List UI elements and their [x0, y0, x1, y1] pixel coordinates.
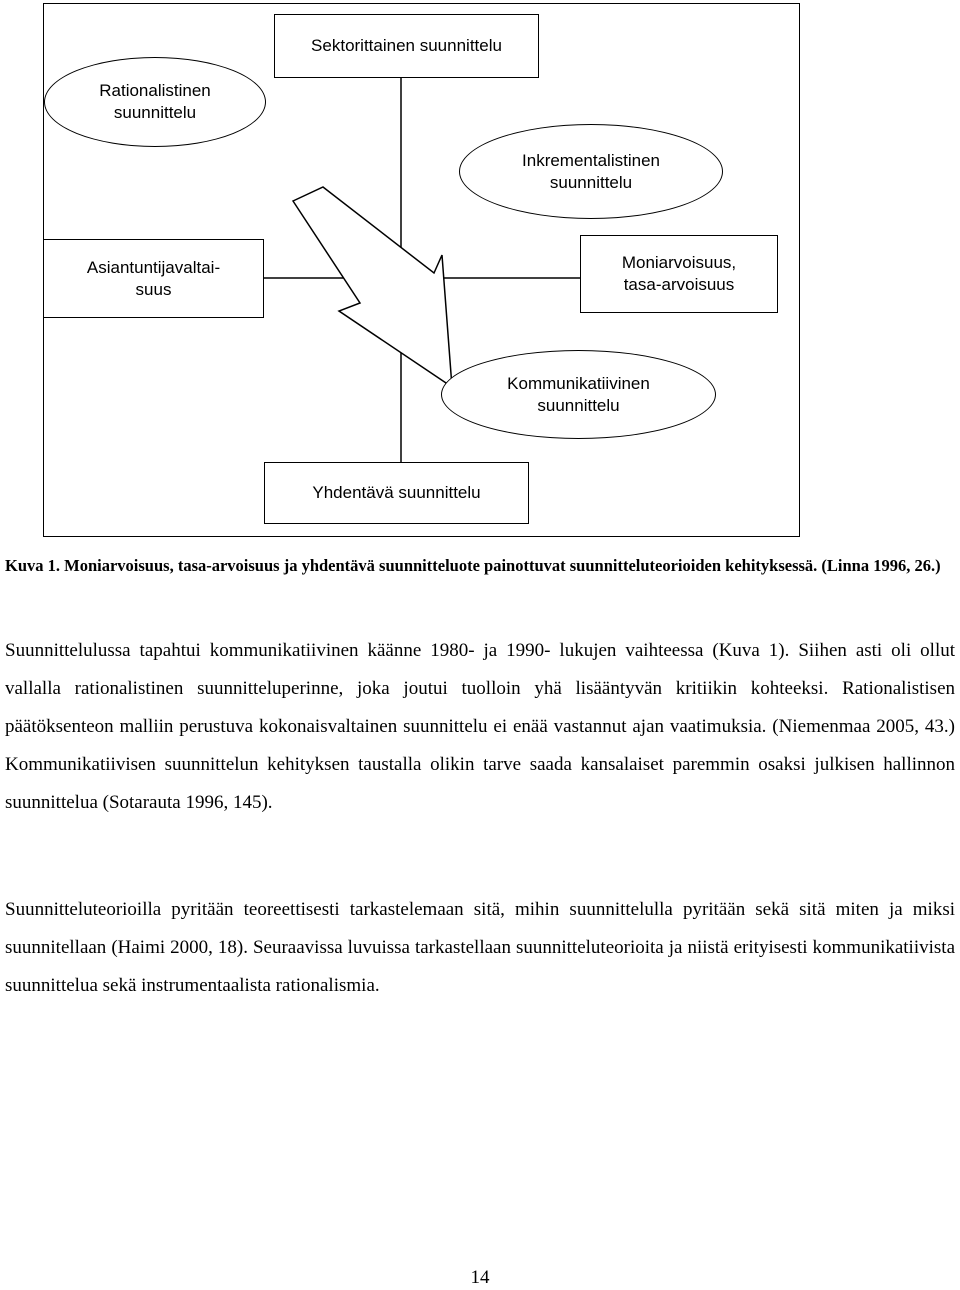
development-arrow-icon	[293, 187, 452, 387]
node-sektorittainen: Sektorittainen suunnittelu	[274, 14, 539, 78]
body-paragraph-2: Suunnitteluteorioilla pyritään teoreettisesti tarkastelemaan sitä, mihin suunnittelulla pyritään sekä sitä miten ja miksi suunnitellaan (Haimi 2000, 18). Seuraavissa luvuissa tarkastellaan suunnitteluteorioita ja niistä erityisesti kommunikatiivista suunnittelua sekä instrumentaalista rationalismia.	[5, 899, 955, 996]
page-number: 14	[470, 1267, 490, 1288]
node-yhdentava: Yhdentävä suunnittelu	[264, 462, 529, 524]
node-kommunikatiivinen: Kommunikatiivinen suunnittelu	[441, 350, 716, 439]
node-rationalistinen: Rationalistinen suunnittelu	[44, 57, 266, 147]
node-asiantuntijavaltaisuus: Asiantuntijavaltai- suus	[43, 239, 264, 318]
figure-caption: Kuva 1. Moniarvoisuus, tasa-arvoisuus ja yhdentävä suunnitteluote painottuvat suunnitteluteorioiden kehityksessä. (Linna 1996, 26.)	[5, 556, 941, 575]
node-moniarvoisuus: Moniarvoisuus, tasa-arvoisuus	[580, 235, 778, 313]
node-inkrementalistinen: Inkrementalistinen suunnittelu	[459, 124, 723, 219]
body-paragraph-1: Suunnittelulussa tapahtui kommunikatiivinen käänne 1980- ja 1990- lukujen vaihteessa (Kuva 1). Siihen asti oli ollut vallalla rationalistinen suunnitteluperinne, joka joutui tuolloin yhä lisääntyvän kritiikin kohteeksi. Rationalistisen päätöksenteon malliin perustuva kokonaisvaltainen suunnittelu ei enää vastannut ajan vaatimuksia. (Niemenmaa 2005, 43.) Kommunikatiivisen suunnittelun kehityksen taustalla olikin tarve saada kansalaiset paremmin osaksi julkisen hallinnon suunnittelua (Sotarauta 1996, 145).	[5, 640, 955, 813]
